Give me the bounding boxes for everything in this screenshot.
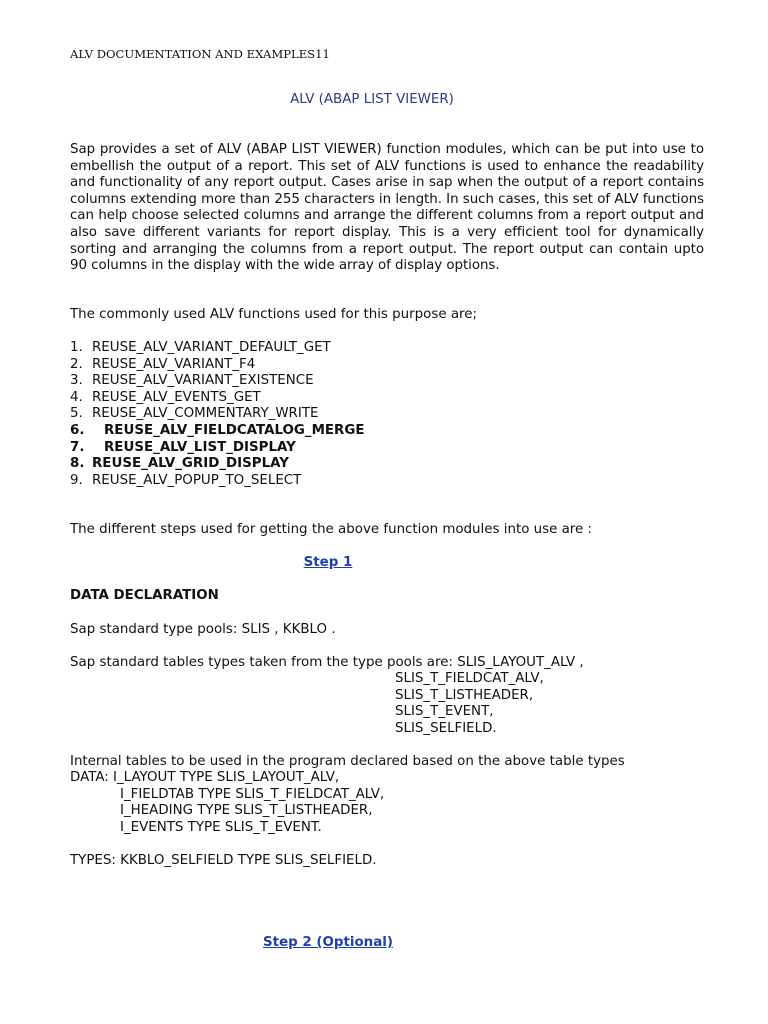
list-number: 1. [70,340,83,355]
function-name: REUSE_ALV_EVENTS_GET [92,389,261,405]
list-item [70,340,365,357]
functions-intro: The commonly used ALV functions used for this purpose are; [70,307,477,322]
function-name: REUSE_ALV_COMMENTARY_WRITE [92,406,319,422]
intro-paragraph: Sap provides a set of ALV (ABAP LIST VIEWER) function modules, which can be put into use to embellish the output of a report. This set of ALV functions is used to enhance the readability and functionality of any report output. Cases arise in sap when the output of a report contains columns extending more than 255 characters in length. In such cases, this set of ALV functions can help choose selected columns and arrange the different columns from a report output and also save different variants for report display. This is a very efficient tool for dynamically sorting and arranging the columns from a report output. The report output can contain upto 90 columns in the display with the wide array of display options. [70,142,704,274]
data-line: I_EVENTS TYPE SLIS_T_EVENT. [120,820,322,835]
function-name: REUSE_ALV_VARIANT_DEFAULT_GET [92,340,331,355]
internal-tables-lead: Internal tables to be used in the program declared based on the above table types [70,754,625,769]
list-number: 4. [70,389,83,405]
table-type-line: SLIS_T_EVENT, [395,704,494,719]
function-name: REUSE_ALV_LIST_DISPLAY [104,439,296,455]
list-number: 6. [70,422,85,438]
document-title: ALV (ABAP LIST VIEWER) [290,92,454,107]
data-declaration-heading: DATA DECLARATION [70,588,219,603]
list-number: 5. [70,406,83,422]
list-item [70,357,365,374]
list-item [70,473,365,490]
function-name: REUSE_ALV_VARIANT_F4 [92,356,256,372]
function-list [70,340,365,489]
type-pools-line: Sap standard type pools: SLIS , KKBLO . [70,622,336,637]
list-item [70,373,365,390]
function-name: REUSE_ALV_VARIANT_EXISTENCE [92,373,314,389]
types-line: TYPES: KKBLO_SELFIELD TYPE SLIS_SELFIELD. [70,853,377,868]
list-number: 7. [70,439,85,455]
data-lead-line: DATA: I_LAYOUT TYPE SLIS_LAYOUT_ALV, [70,770,340,785]
list-item [70,423,365,440]
running-header: ALV DOCUMENTATION AND EXAMPLES11 [70,47,330,61]
list-item [70,390,365,407]
table-types-lead: Sap standard tables types taken from the type pools are: SLIS_LAYOUT_ALV , [70,655,584,670]
table-type-line: SLIS_SELFIELD. [395,721,497,736]
function-name: REUSE_ALV_POPUP_TO_SELECT [92,472,302,488]
step-2-link[interactable]: Step 2 (Optional) [263,935,393,950]
table-type-line: SLIS_T_LISTHEADER, [395,688,534,703]
step-1-link[interactable]: Step 1 [303,555,353,570]
data-line: I_HEADING TYPE SLIS_T_LISTHEADER, [120,803,373,818]
table-type-line: SLIS_T_FIELDCAT_ALV, [395,671,544,686]
data-line: I_FIELDTAB TYPE SLIS_T_FIELDCAT_ALV, [120,787,385,802]
function-name: REUSE_ALV_FIELDCATALOG_MERGE [104,422,365,438]
list-number: 3. [70,373,83,389]
list-item [70,456,365,473]
list-item [70,440,365,457]
list-number: 8. [70,456,85,472]
list-item [70,406,365,423]
steps-intro: The different steps used for getting the above function modules into use are : [70,522,593,537]
list-number: 2. [70,356,83,372]
function-name: REUSE_ALV_GRID_DISPLAY [92,456,289,472]
list-number: 9. [70,472,83,488]
